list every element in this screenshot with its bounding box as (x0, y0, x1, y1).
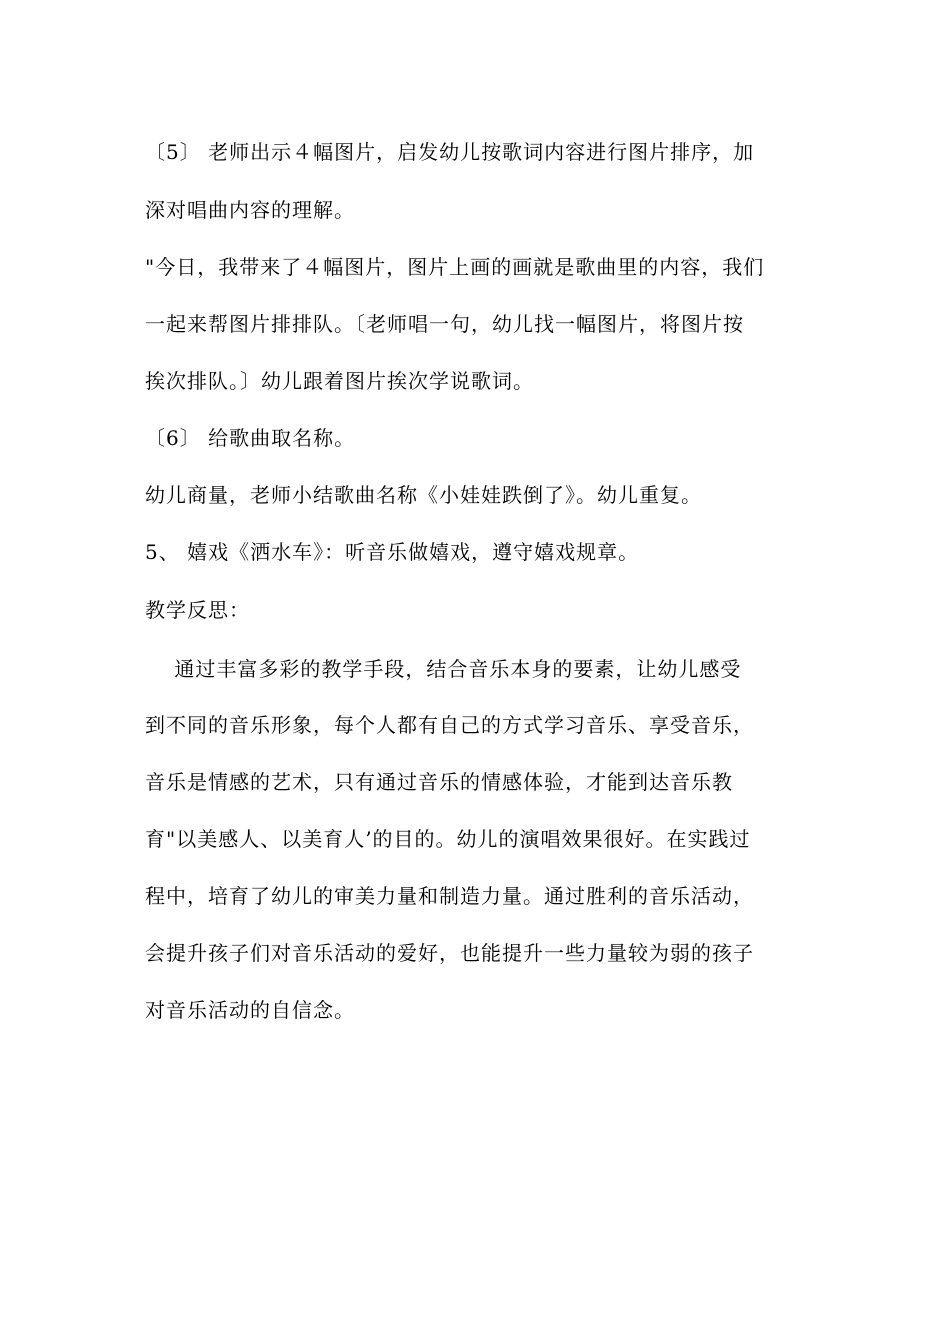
text-line: 〔6〕 给歌曲取名称。 (145, 426, 356, 450)
text-line: 程中，培育了幼儿的审美力量和制造力量。通过胜利的音乐活动， (145, 884, 754, 908)
text-line: 深对唱曲内容的理解。 (145, 198, 355, 222)
text-line: 到不同的音乐形象，每个人都有自己的方式学习音乐、享受音乐， (145, 713, 754, 737)
section-heading: 教学反思： (145, 598, 250, 622)
text-line: 对音乐活动的自信念。 (145, 998, 355, 1022)
text-line: 〔5〕 老师出示４幅图片，启发幼儿按歌词内容进行图片排序，加 (145, 140, 755, 164)
text-line: 音乐是情感的艺术，只有通过音乐的情感体验，才能到达音乐教 (145, 770, 733, 794)
text-line: 5、 嬉戏《洒水车》：听音乐做嬉戏，遵守嬉戏规章。 (145, 540, 640, 564)
text-line: 一起来帮图片排排队。〔老师唱一句，幼儿找一幅图片，将图片按 (145, 312, 744, 336)
text-line: 挨次排队。〕幼儿跟着图片挨次学说歌词。 (145, 369, 534, 393)
text-line: 幼儿商量，老师小结歌曲名称《小娃娃跌倒了》。幼儿重复。 (145, 483, 702, 507)
text-line: "今日，我带来了４幅图片，图片上画的画就是歌曲里的内容，我们 (145, 255, 765, 279)
text-line: 会提升孩子们对音乐活动的爱好，也能提升一些力量较为弱的孩子 (145, 941, 754, 965)
text-line: 通过丰富多彩的教学手段，结合音乐本身的要素，让幼儿感受 (145, 657, 742, 681)
text-line: 育"以美感人、以美育人’的目的。幼儿的演唱效果很好。在实践过 (145, 827, 751, 851)
